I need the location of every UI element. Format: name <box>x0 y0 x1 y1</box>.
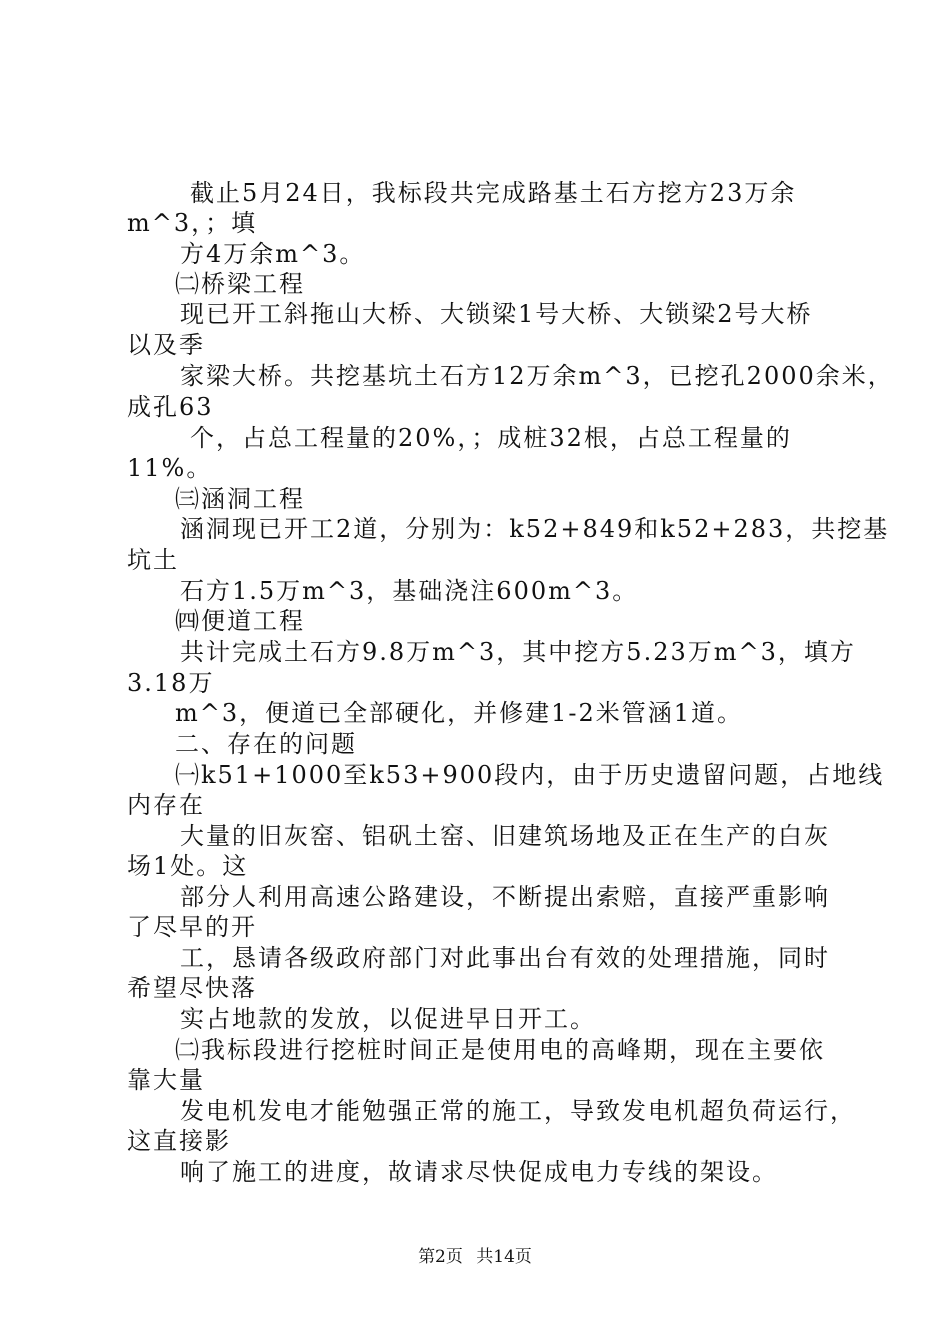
paragraph-line: 大量的旧灰窑、铝矾土窑、旧建筑场地及正在生产的白灰 <box>180 822 830 850</box>
paragraph-line: 共计完成土石方9.8万m^3，其中挖方5.23万m^3，填方 <box>180 638 856 666</box>
paragraph-line: 希望尽快落 <box>127 974 257 1002</box>
page-total: 共14页 <box>476 1247 532 1267</box>
paragraph-line: 工，恳请各级政府部门对此事出台有效的处理措施，同时 <box>180 944 830 972</box>
section-heading: ㈣便道工程 <box>175 607 305 635</box>
paragraph-line: ㈠k51+1000至k53+900段内，由于历史遗留问题，占地线 <box>175 761 885 789</box>
paragraph-line: 坑土 <box>127 546 179 574</box>
paragraph-line: 部分人利用高速公路建设，不断提出索赔，直接严重影响 <box>180 883 830 911</box>
paragraph-line: 截止5月24日，我标段共完成路基土石方挖方23万余 <box>190 179 797 207</box>
paragraph-line: 靠大量 <box>127 1066 205 1094</box>
paragraph-line: 11%。 <box>127 454 213 482</box>
paragraph-line: m^3，便道已全部硬化，并修建1-2米管涵1道。 <box>175 699 744 727</box>
paragraph-line: 这直接影 <box>127 1127 231 1155</box>
paragraph-line: 3.18万 <box>127 669 215 697</box>
paragraph-line: 了尽早的开 <box>127 913 257 941</box>
paragraph-line: 成孔63 <box>127 393 214 421</box>
section-heading: ㈡桥梁工程 <box>175 270 305 298</box>
section-heading: ㈢涵洞工程 <box>175 485 305 513</box>
page-footer <box>0 1242 950 1267</box>
paragraph-line: 家梁大桥。共挖基坑土石方12万余m^3，已挖孔2000余米， <box>180 362 894 390</box>
paragraph-line: 以及季 <box>127 331 205 359</box>
section-heading: 二、存在的问题 <box>175 730 357 758</box>
page-number: 第2页 <box>418 1247 463 1267</box>
paragraph-line: 响了施工的进度，故请求尽快促成电力专线的架设。 <box>180 1158 778 1186</box>
paragraph-line: 方4万余m^3。 <box>180 240 366 268</box>
paragraph-line: 现已开工斜拖山大桥、大锁梁1号大桥、大锁梁2号大桥 <box>180 300 813 328</box>
paragraph-line: 个，占总工程量的20%，；成桩32根，占总工程量的 <box>190 424 792 452</box>
paragraph-line: m^3，；填 <box>127 209 258 237</box>
paragraph-line: 场1处。这 <box>127 852 249 880</box>
paragraph-line: 涵洞现已开工2道，分别为：k52+849和k52+283，共挖基 <box>180 515 890 543</box>
paragraph-line: 石方1.5万m^3，基础浇注600m^3。 <box>180 577 639 605</box>
paragraph-line: ㈡我标段进行挖桩时间正是使用电的高峰期，现在主要依 <box>175 1036 825 1064</box>
paragraph-line: 实占地款的发放，以促进早日开工。 <box>180 1005 596 1033</box>
paragraph-line: 内存在 <box>127 791 205 819</box>
paragraph-line: 发电机发电才能勉强正常的施工，导致发电机超负荷运行， <box>180 1097 856 1125</box>
